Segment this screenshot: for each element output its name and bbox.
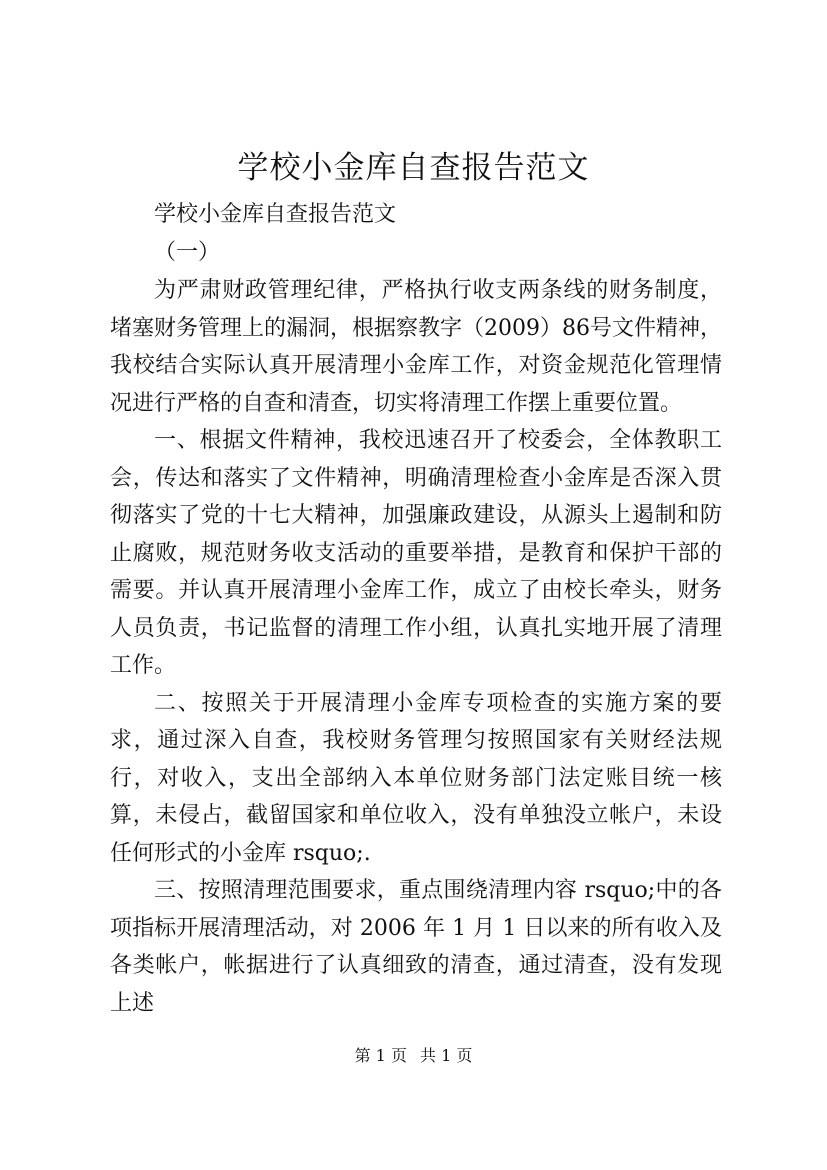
page-number: 第 1 页 xyxy=(354,1046,407,1065)
paragraph-intro: 为严肃财政管理纪律，严格执行收支两条线的财务制度，堵塞财务管理上的漏洞，根据察教字（2009）86号文件精神，我校结合实际认真开展清理小金库工作，对资金规范化管理情况进行严格的自查和清查，切实将清理工作摆上重要位置。 xyxy=(110,278,722,416)
section-marker: （一） xyxy=(154,240,221,265)
document-body xyxy=(110,196,722,1022)
document-subtitle: 学校小金库自查报告范文 xyxy=(154,202,397,227)
page-footer xyxy=(0,1045,827,1067)
paragraph-one: 一、根据文件精神，我校迅速召开了校委会，全体教职工会，传达和落实了文件精神，明确清理检查小金库是否深入贯彻落实了党的十七大精神，加强廉政建设，从源头上遏制和防止腐败，规范财务收支活动的重要举措，是教育和保护干部的需要。并认真开展清理小金库工作，成立了由校长牵头，财务人员负责，书记监督的清理工作小组，认真扎实地开展了清理工作。 xyxy=(110,428,722,678)
page-total: 共 1 页 xyxy=(420,1046,473,1065)
paragraph-two: 二、按照关于开展清理小金库专项检查的实施方案的要求，通过深入自查，我校财务管理匀按照国家有关财经法规行，对收入，支出全部纳入本单位财务部门法定账目统一核算，未侵占，截留国家和单位收入，没有单独没立帐户，未设任何形式的小金库 rsquo;. xyxy=(110,690,722,866)
document-title: 学校小金库自查报告范文 xyxy=(237,150,590,186)
paragraph-three: 三、按照清理范围要求，重点围绕清理内容 rsquo;中的各项指标开展清理活动，对 2006 年 1 月 1 日以来的所有收入及各类帐户，帐据进行了认真细致的清查，通过清查，没有发现上述 xyxy=(110,878,722,1016)
